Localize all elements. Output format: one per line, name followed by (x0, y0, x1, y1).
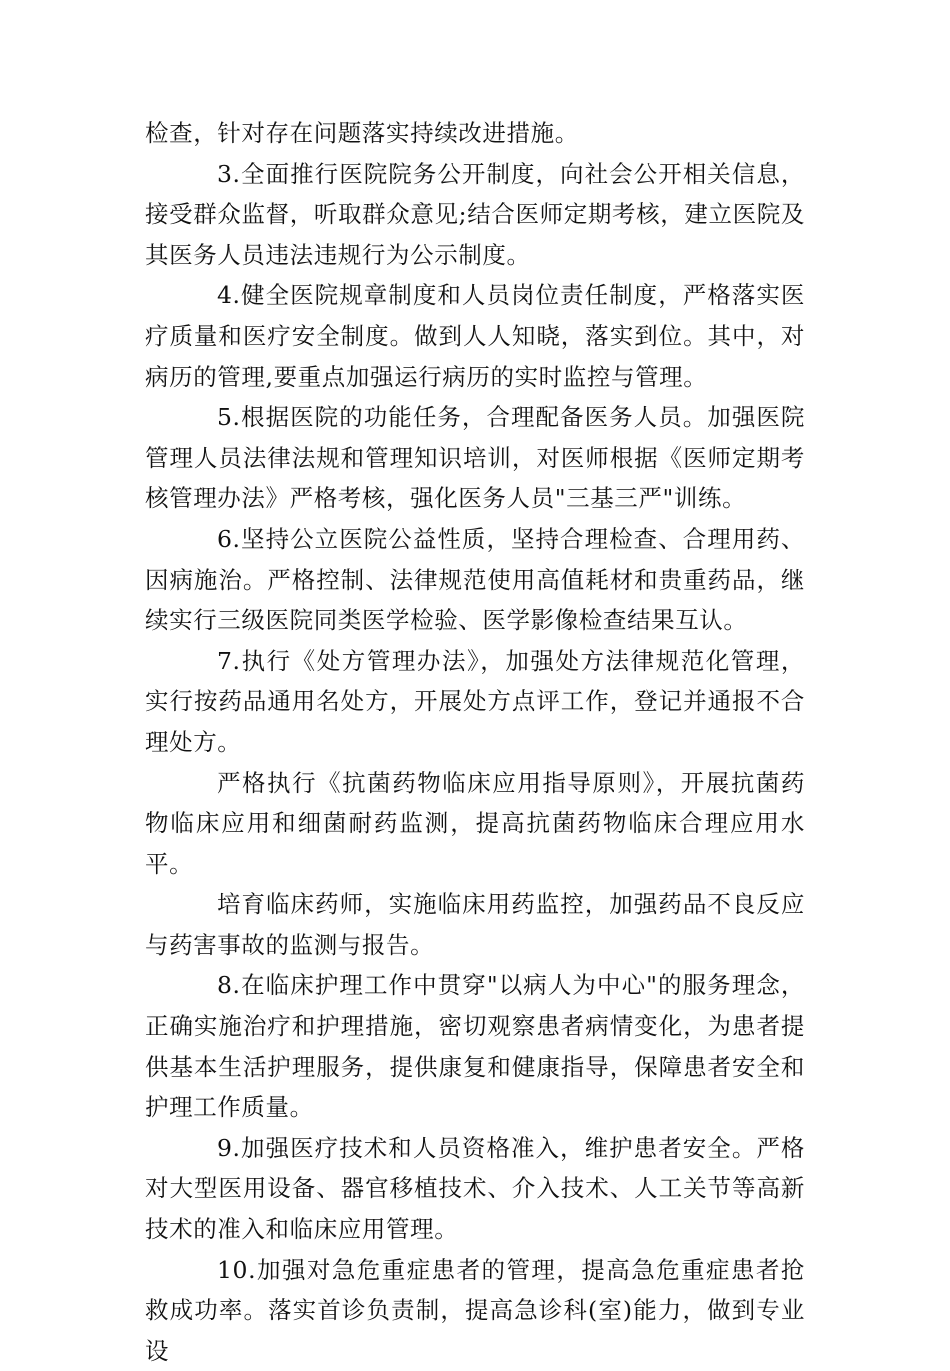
paragraph: 检查，针对存在问题落实持续改进措施。 (145, 119, 579, 147)
paragraph-item-4: 4.健全医院规章制度和人员岗位责任制度，严格落实医疗质量和医疗安全制度。做到人人知晓，落实到位。其中，对病历的管理,要重点加强运行病历的实时监控与管理。 (145, 281, 805, 391)
paragraph-antibiotics: 严格执行《抗菌药物临床应用指导原则》，开展抗菌药物临床应用和细菌耐药监测，提高抗菌药物临床合理应用水平。 (145, 768, 805, 878)
paragraph-item-3: 3.全面推行医院院务公开制度，向社会公开相关信息，接受群众监督，听取群众意见;结合医师定期考核，建立医院及其医务人员违法违规行为公示制度。 (145, 159, 805, 269)
paragraph-item-8: 8.在临床护理工作中贯穿"以病人为中心"的服务理念，正确实施治疗和护理措施，密切观察患者病情变化，为患者提供基本生活护理服务，提供康复和健康指导，保障患者安全和护理工作质量。 (145, 971, 805, 1122)
paragraph-clinical-pharmacist: 培育临床药师，实施临床用药监控，加强药品不良反应与药害事故的监测与报告。 (145, 890, 805, 959)
paragraph-item-5: 5.根据医院的功能任务，合理配备医务人员。加强医院管理人员法律法规和管理知识培训，对医师根据《医师定期考核管理办法》严格考核，强化医务人员"三基三严"训练。 (145, 403, 805, 513)
document-body (145, 113, 805, 1371)
paragraph-item-6: 6.坚持公立医院公益性质，坚持合理检查、合理用药、因病施治。严格控制、法律规范使用高值耗材和贵重药品，继续实行三级医院同类医学检验、医学影像检查结果互认。 (145, 524, 805, 635)
paragraph-item-7: 7.执行《处方管理办法》，加强处方法律规范化管理，实行按药品通用名处方，开展处方点评工作，登记并通报不合理处方。 (145, 646, 805, 756)
paragraph-item-10: 10.加强对急危重症患者的管理，提高急危重症患者抢救成功率。落实首诊负责制，提高急诊科(室)能力，做到专业设 (145, 1255, 805, 1365)
paragraph-item-9: 9.加强医疗技术和人员资格准入，维护患者安全。严格对大型医用设备、器官移植技术、介入技术、人工关节等高新技术的准入和临床应用管理。 (145, 1133, 805, 1244)
